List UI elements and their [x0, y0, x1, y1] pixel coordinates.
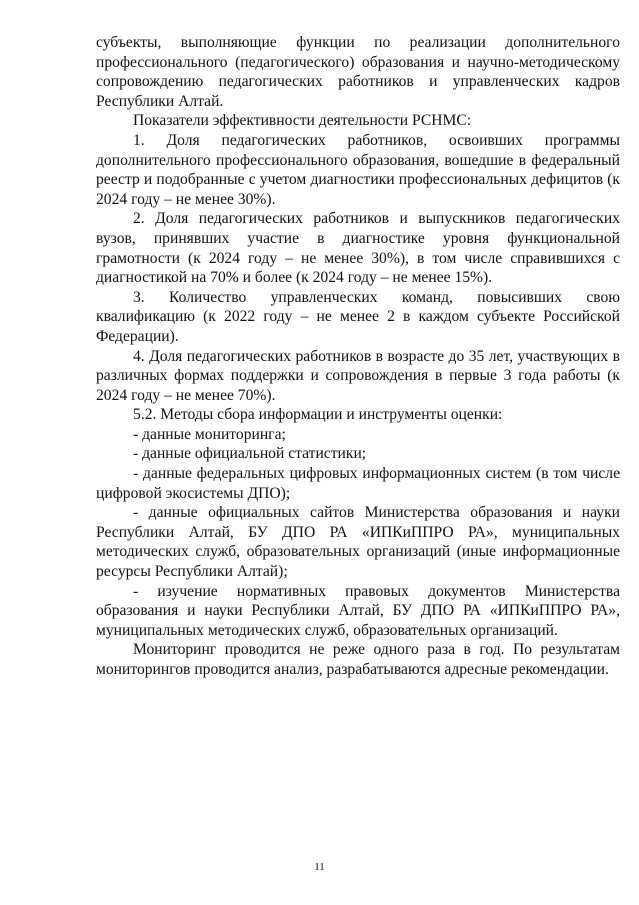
document-page [96, 33, 620, 680]
paragraph-method-official-sites: - данные официальных сайтов Министерства образования и науки Республики Алтай, БУ ДПО РА «ИПКиППРО РА», муниципальных методических служб, образовательных организаций (иные информационные ресурсы Республики Алтай); [96, 504, 620, 581]
paragraph-monitoring-frequency: Мониторинг проводится не реже одного раза в год. По результатам мониторингов проводится анализ, разрабатываются адресные рекомендации. [96, 641, 620, 678]
paragraph-intro-subjects: субъекты, выполняющие функции по реализации дополнительного профессионального (педагогического) образования и научно-методическому сопровождению педагогических работников и управленческих кадров Республики Алтай. [96, 34, 620, 110]
paragraph-indicator-2: 2. Доля педагогических работников и выпускников педагогических вузов, принявших участие в диагностике уровня функциональной грамотности (к 2024 году – не менее 30%), в том числе справившихся с диагностикой на 70% и более (к 2024 году – не менее 15%). [96, 210, 620, 287]
paragraph-method-normative-docs: - изучение нормативных правовых документов Министерства образования и науки Республики Алтай, БУ ДПО РА «ИПКиППРО РА», муниципальных методических служб, образовательных организаций. [96, 582, 620, 639]
paragraph-indicator-3: 3. Количество управленческих команд, повысивших свою квалификацию (к 2022 году – не менее 2 в каждом субъекте Российской Федерации). [96, 288, 620, 345]
paragraph-method-monitoring: - данные мониторинга; [133, 425, 286, 443]
paragraph-method-statistics: - данные официальной статистики; [133, 445, 367, 463]
paragraph-method-digital-systems: - данные федеральных цифровых информационных систем (в том числе цифровой экосистемы ДПО); [96, 465, 620, 502]
paragraph-indicators-heading: Показатели эффективности деятельности РСНМС: [133, 112, 472, 130]
paragraph-indicator-1: 1. Доля педагогических работников, освоивших программы дополнительного профессионального образования, вошедшие в федеральный реестр и подобранные с учетом диагностики профессиональных дефицитов (к 2024 году – не менее 30%). [96, 131, 620, 208]
paragraph-indicator-4: 4. Доля педагогических работников в возрасте до 35 лет, участвующих в различных формах поддержки и сопровождения в первые 3 года работы (к 2024 году – не менее 70%). [96, 347, 620, 404]
paragraph-methods-heading: 5.2. Методы сбора информации и инструменты оценки: [133, 406, 503, 424]
page-number: 11 [314, 861, 325, 873]
